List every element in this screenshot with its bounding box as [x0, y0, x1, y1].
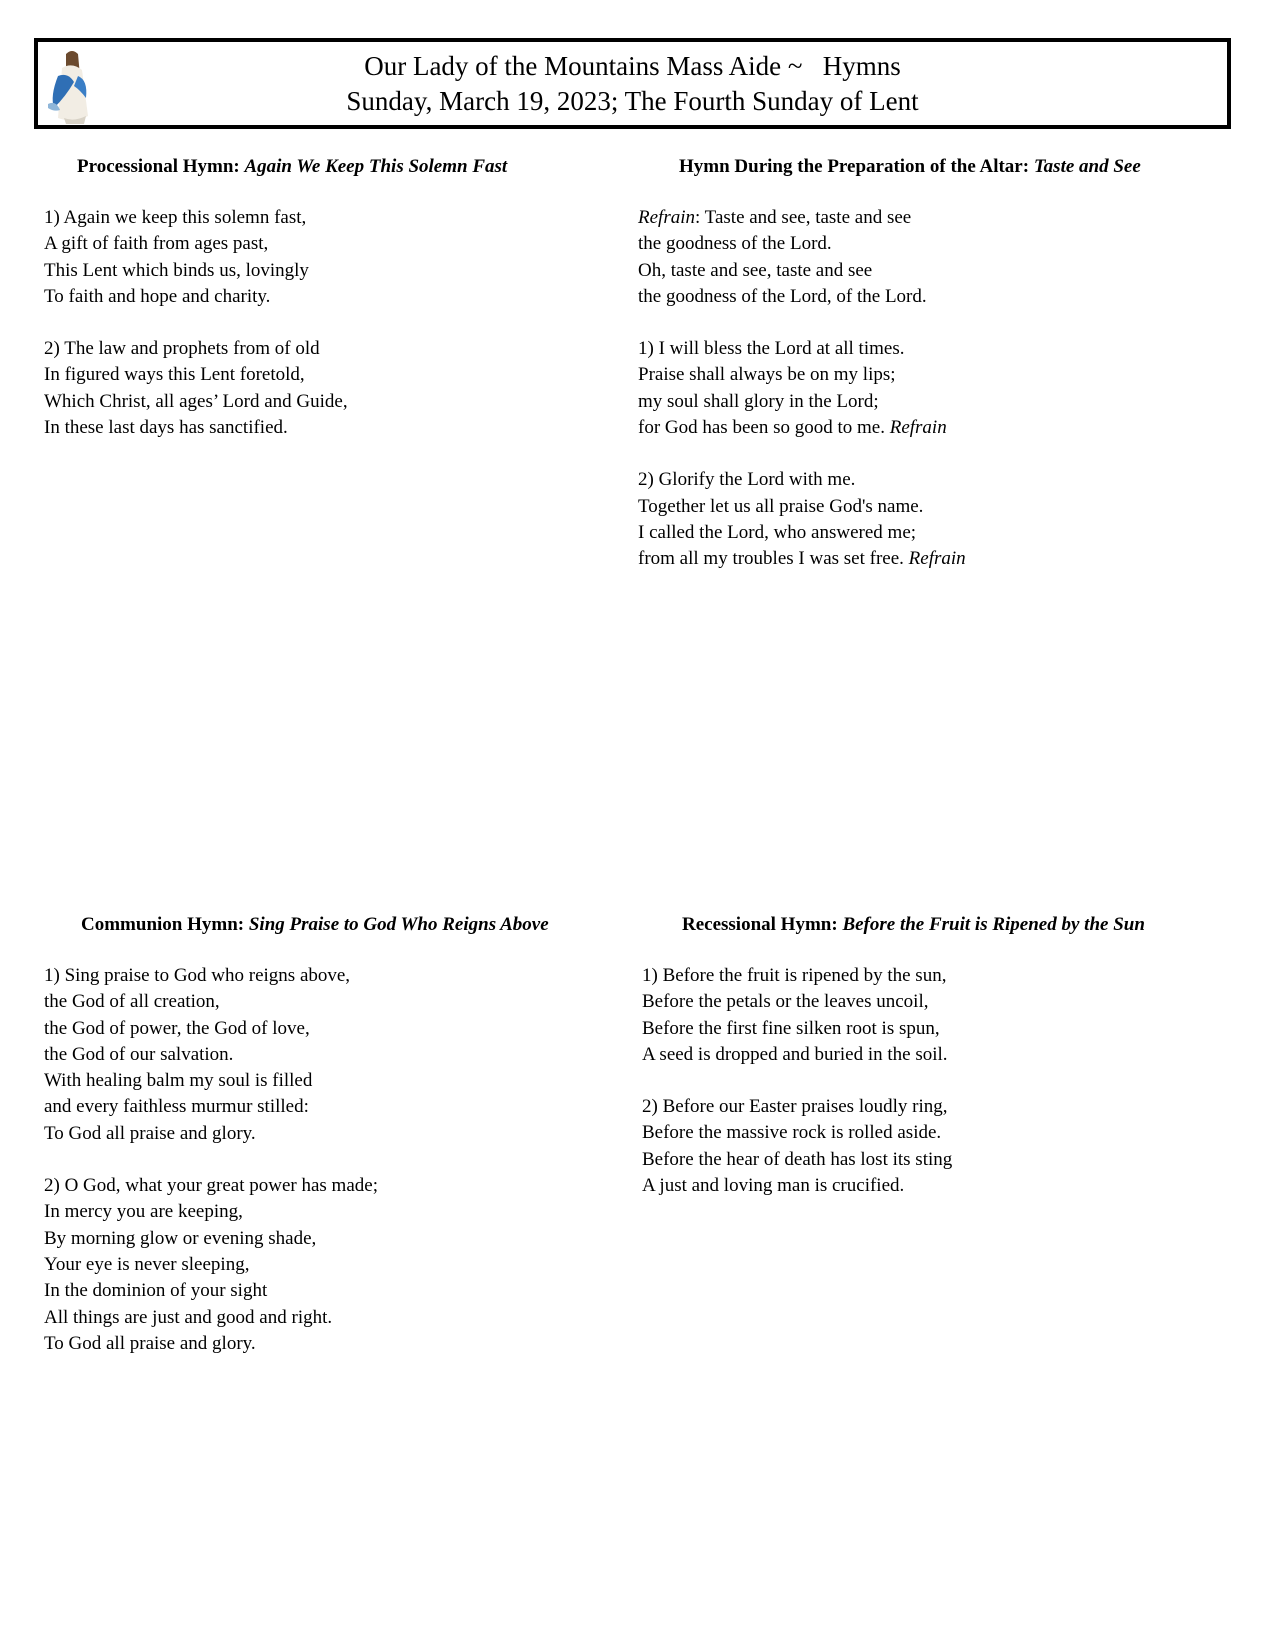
- lyric-line: To God all praise and glory.: [44, 1332, 256, 1354]
- communion-hymn: [44, 913, 549, 1357]
- lyric-line: Before the massive rock is rolled aside.: [642, 1122, 942, 1144]
- lyric-line: 2) O God, what your great power has made;: [44, 1175, 378, 1197]
- hymn-name: Before the Fruit is Ripened by the Sun: [842, 914, 1145, 935]
- lyric-text: from all my troubles I was set free.: [638, 548, 909, 570]
- lyric-line: To God all praise and glory.: [44, 1122, 256, 1144]
- hymn-label: Recessional Hymn:: [682, 914, 843, 935]
- lyric-line: 1) I will bless the Lord at all times.: [638, 338, 905, 360]
- lyric-line: A just and loving man is crucified.: [642, 1175, 905, 1197]
- lyric-line: All things are just and good and right.: [44, 1306, 333, 1328]
- lyric-line: Before the petals or the leaves uncoil,: [642, 991, 929, 1013]
- lyric-line: 1) Again we keep this solemn fast,: [44, 207, 307, 228]
- verse-2: [44, 336, 507, 441]
- lyric-line: Praise shall always be on my lips;: [638, 364, 896, 386]
- communion-title: [81, 913, 549, 937]
- lyric-line: To faith and hope and charity.: [44, 285, 271, 307]
- lyric-line: the God of power, the God of love,: [44, 1017, 310, 1039]
- lyric-line: 2) Glorify the Lord with me.: [638, 469, 856, 491]
- lyric-line: In these last days has sanctified.: [44, 417, 288, 439]
- lyric-line: [638, 415, 1141, 441]
- lyric-line: Before the first fine silken root is spun,: [642, 1017, 940, 1039]
- verse-1: [638, 336, 1141, 441]
- lyric-line: the goodness of the Lord, of the Lord.: [638, 285, 927, 307]
- refrain-cue: Refrain: [908, 548, 966, 570]
- lyric-line: 2) Before our Easter praises loudly ring,: [642, 1096, 948, 1118]
- recessional-title: [682, 913, 1145, 937]
- hymn-label: Processional Hymn:: [77, 156, 245, 177]
- verse-2: [638, 467, 1141, 572]
- hymn-name: Sing Praise to God Who Reigns Above: [248, 914, 549, 935]
- lyric-line: the God of all creation,: [44, 991, 220, 1013]
- lyric-line: In the dominion of your sight: [44, 1280, 268, 1302]
- verse-1: [44, 205, 507, 310]
- lyric-line: 1) Sing praise to God who reigns above,: [44, 965, 351, 986]
- refrain-cue: Refrain: [889, 417, 947, 439]
- lyric-line: the goodness of the Lord.: [638, 233, 832, 255]
- lyric-line: A seed is dropped and buried in the soil.: [642, 1043, 948, 1065]
- lyric-line: This Lent which binds us, lovingly: [44, 259, 309, 281]
- lyric-line: Before the hear of death has lost its sting: [642, 1148, 953, 1170]
- lyric-line: Which Christ, all ages’ Lord and Guide,: [44, 390, 348, 412]
- lyric-line: In figured ways this Lent foretold,: [44, 364, 305, 386]
- lyric-line: 1) Before the fruit is ripened by the sun,: [642, 965, 947, 986]
- hymn-label: Hymn During the Preparation of the Altar:: [679, 156, 1034, 177]
- recessional-hymn: [642, 913, 1145, 1199]
- verse-1: [44, 963, 549, 1147]
- header-title: Our Lady of the Mountains Mass Aide ~ Hymns: [364, 51, 901, 81]
- refrain-label: Refrain: [638, 207, 695, 228]
- preparation-title: [679, 155, 1141, 179]
- lyric-line: With healing balm my soul is filled: [44, 1070, 313, 1092]
- lyric-line: [638, 546, 1141, 572]
- lyric-line: Your eye is never sleeping,: [44, 1253, 250, 1275]
- hymn-label: Communion Hymn:: [81, 914, 249, 935]
- lyric-line: Together let us all praise God's name.: [638, 495, 924, 517]
- lyric-line: [638, 205, 1141, 231]
- lyric-line: I called the Lord, who answered me;: [638, 521, 917, 543]
- verse-2: [44, 1173, 549, 1357]
- lyric-line: my soul shall glory in the Lord;: [638, 390, 879, 412]
- page-header: [34, 38, 1231, 129]
- lyric-line: 2) The law and prophets from of old: [44, 338, 320, 360]
- lyric-line: A gift of faith from ages past,: [44, 233, 269, 255]
- lyric-line: Oh, taste and see, taste and see: [638, 259, 873, 281]
- hymn-name: Taste and See: [1033, 156, 1141, 177]
- lyric-line: the God of our salvation.: [44, 1043, 234, 1065]
- lyric-text: for God has been so good to me.: [638, 417, 890, 439]
- processional-title: [77, 155, 507, 179]
- verse-1: [642, 963, 1145, 1068]
- preparation-hymn: [638, 155, 1141, 573]
- processional-hymn: [44, 155, 507, 441]
- verse-2: [642, 1094, 1145, 1199]
- header-date: Sunday, March 19, 2023; The Fourth Sunday of Lent: [346, 86, 919, 116]
- lyric-line: In mercy you are keeping,: [44, 1201, 243, 1223]
- hymn-name: Again We Keep This Solemn Fast: [244, 156, 508, 177]
- lyric-line: and every faithless murmur stilled:: [44, 1096, 309, 1118]
- lyric-line: By morning glow or evening shade,: [44, 1227, 317, 1249]
- refrain: [638, 205, 1141, 310]
- refrain-first-line: : Taste and see, taste and see: [695, 207, 912, 228]
